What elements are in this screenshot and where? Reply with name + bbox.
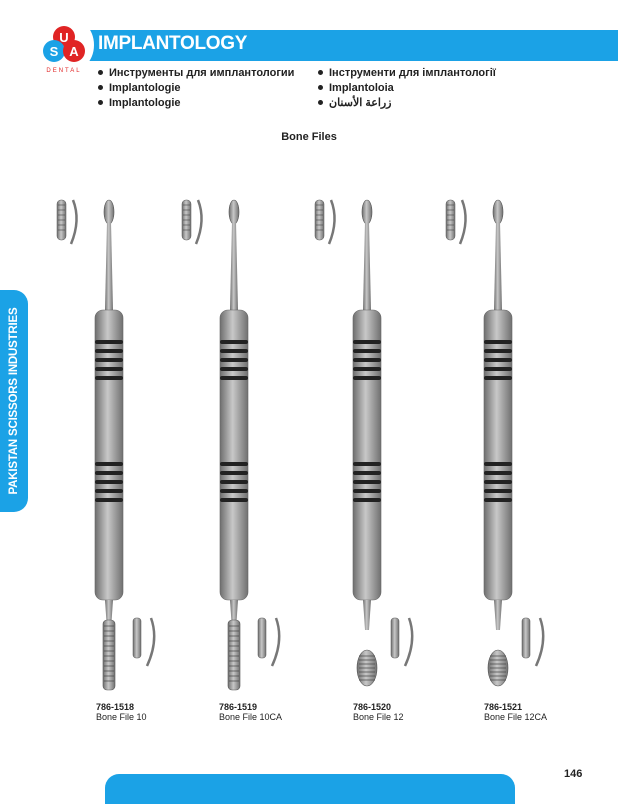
handle-grip-ring: [353, 367, 381, 371]
product-name: Bone File 12CA: [484, 712, 548, 722]
detail-view-face: [258, 618, 266, 658]
instrument-shaft: [105, 222, 113, 310]
language-item: زراعة الأسنان: [318, 96, 496, 111]
language-list-right: [318, 66, 496, 111]
instrument-handle: [484, 310, 512, 600]
section-title: Bone Files: [281, 131, 337, 143]
detail-view-side: [536, 618, 543, 666]
detail-view-side: [272, 618, 279, 666]
handle-grip-ring: [484, 471, 512, 475]
detail-view-face: [391, 618, 399, 658]
product-name: Bone File 10CA: [219, 712, 283, 722]
handle-grip-ring: [95, 340, 123, 344]
instrument-shaft: [494, 600, 502, 630]
detail-view-face: [133, 618, 141, 658]
logo-arc-text: DENTAL: [46, 68, 82, 74]
product-caption: [96, 702, 147, 722]
product-code: 786-1521: [484, 702, 523, 712]
instrument-handle: [95, 310, 123, 600]
logo-letter: A: [69, 44, 79, 59]
handle-grip-ring: [95, 376, 123, 380]
bone-file-illustration: [438, 190, 558, 700]
detail-view-side: [196, 200, 202, 244]
product-name: Bone File 12: [353, 712, 404, 722]
instrument-shaft: [494, 222, 502, 310]
language-item: Implantologie: [98, 96, 294, 111]
product-caption: [484, 702, 547, 722]
handle-grip-ring: [353, 480, 381, 484]
language-list-left: [98, 66, 294, 111]
bone-file-illustration: [174, 190, 294, 700]
instrument-shaft: [363, 222, 371, 310]
handle-grip-ring: [484, 480, 512, 484]
handle-grip-ring: [484, 367, 512, 371]
detail-view-side: [329, 200, 335, 244]
handle-grip-ring: [220, 349, 248, 353]
handle-grip-ring: [220, 480, 248, 484]
detail-view-face: [522, 618, 530, 658]
handle-grip-ring: [484, 358, 512, 362]
handle-grip-ring: [353, 340, 381, 344]
handle-grip-ring: [220, 367, 248, 371]
handle-grip-ring: [95, 498, 123, 502]
product-code: 786-1518: [96, 702, 135, 712]
handle-grip-ring: [484, 489, 512, 493]
language-item: Implantologie: [98, 81, 294, 96]
handle-grip-ring: [95, 358, 123, 362]
handle-grip-ring: [353, 462, 381, 466]
detail-view-side: [460, 200, 466, 244]
handle-grip-ring: [353, 358, 381, 362]
product-name: Bone File 10: [96, 712, 147, 722]
handle-grip-ring: [484, 340, 512, 344]
handle-grip-ring: [220, 376, 248, 380]
handle-grip-ring: [484, 498, 512, 502]
handle-grip-ring: [220, 498, 248, 502]
instrument-shaft: [363, 600, 371, 630]
handle-grip-ring: [95, 367, 123, 371]
page-title: IMPLANTOLOGY: [98, 33, 248, 54]
instrument-shaft: [230, 222, 238, 310]
instrument-tip-top: [104, 200, 114, 224]
detail-view-side: [147, 618, 154, 666]
handle-grip-ring: [220, 462, 248, 466]
product-code: 786-1520: [353, 702, 392, 712]
handle-grip-ring: [95, 462, 123, 466]
handle-grip-ring: [353, 498, 381, 502]
bone-file-illustration: [307, 190, 427, 700]
handle-grip-ring: [484, 462, 512, 466]
handle-grip-ring: [353, 376, 381, 380]
handle-grip-ring: [95, 489, 123, 493]
handle-grip-ring: [484, 349, 512, 353]
instrument-tip-top: [493, 200, 503, 224]
logo-letter: U: [59, 30, 69, 45]
detail-view-side: [71, 200, 77, 244]
instrument-tip-bottom: [103, 620, 115, 690]
product-caption: [353, 702, 404, 722]
instrument-tip-top: [229, 200, 239, 224]
instrument-handle: [220, 310, 248, 600]
language-item: Інструменти для імплантології: [318, 66, 496, 81]
product-code: 786-1519: [219, 702, 258, 712]
side-tab-text: PAKISTAN SCISSORS INDUSTRIES: [8, 307, 20, 495]
handle-grip-ring: [95, 471, 123, 475]
page-number: 146: [564, 768, 583, 780]
handle-grip-ring: [220, 358, 248, 362]
detail-view-side: [405, 618, 412, 666]
bone-file-illustration: [49, 190, 169, 700]
instrument-handle: [353, 310, 381, 600]
handle-grip-ring: [220, 340, 248, 344]
logo-letter: S: [49, 44, 59, 59]
instrument-tip-top: [362, 200, 372, 224]
product-caption: [219, 702, 282, 722]
instrument-tip-bottom: [228, 620, 240, 690]
handle-grip-ring: [353, 349, 381, 353]
language-item: Инструменты для имплантологии: [98, 66, 294, 81]
handle-grip-ring: [220, 471, 248, 475]
handle-grip-ring: [353, 471, 381, 475]
handle-grip-ring: [95, 349, 123, 353]
handle-grip-ring: [484, 376, 512, 380]
handle-grip-ring: [353, 489, 381, 493]
handle-grip-ring: [95, 480, 123, 484]
handle-grip-ring: [220, 489, 248, 493]
usa-dental-logo: [33, 14, 95, 76]
language-item: Implantoloia: [318, 81, 496, 96]
